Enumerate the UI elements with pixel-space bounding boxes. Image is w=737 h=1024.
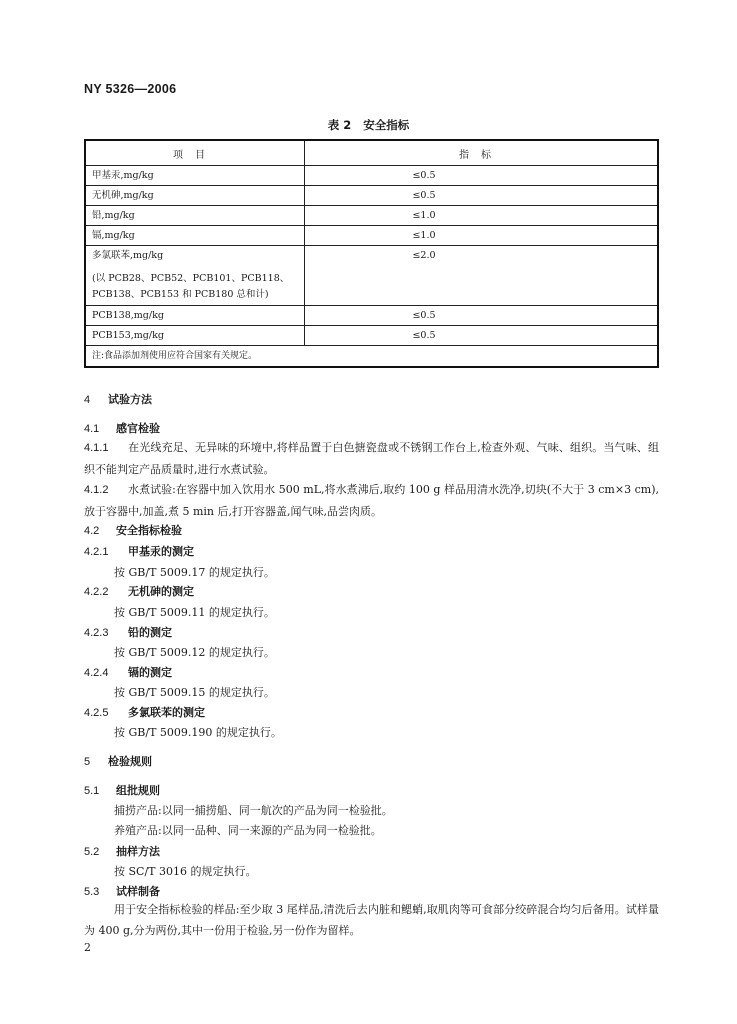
column-header-value: 指标 [305, 140, 659, 166]
table-row [85, 306, 658, 326]
table-header-row [85, 140, 658, 166]
column-header-item: 项目 [85, 140, 305, 166]
section-4-2-3-heading [84, 624, 172, 640]
section-4-2-1-heading [84, 543, 194, 559]
section-number: 5.1 [84, 785, 100, 797]
table-cell-item: 甲基汞,mg/kg [85, 166, 305, 186]
section-number: 4.2.5 [84, 707, 109, 719]
table-cell-item: 镉,mg/kg [85, 226, 305, 246]
table-note: 注:食品添加剂使用应符合国家有关规定。 [85, 346, 658, 368]
section-title: 试样制备 [116, 885, 160, 898]
section-title: 多氯联苯的测定 [128, 706, 205, 719]
section-title: 组批规则 [116, 784, 160, 797]
safety-indicators-table [84, 139, 659, 368]
section-number: 4.2 [84, 525, 100, 537]
section-title: 抽样方法 [116, 845, 160, 858]
section-title: 检验规则 [108, 755, 152, 768]
table-cell-item: 铅,mg/kg [85, 206, 305, 226]
table-caption-number: 表 2 [327, 118, 352, 132]
clause-4-2-1-text: 按 GB/T 5009.17 的规定执行。 [114, 566, 275, 579]
table-row [85, 166, 658, 186]
section-number: 4 [84, 394, 91, 406]
clause-4-2-2-text: 按 GB/T 5009.11 的规定执行。 [114, 606, 275, 619]
section-title: 试验方法 [108, 393, 152, 406]
clause-4-2-5-text: 按 GB/T 5009.190 的规定执行。 [114, 726, 282, 739]
section-4-1-heading [84, 420, 160, 436]
table-row [85, 186, 658, 206]
table-cell-value: ≤0.5 [305, 186, 659, 206]
table-cell-value: ≤2.0 [305, 246, 659, 306]
section-title: 无机砷的测定 [128, 585, 194, 598]
section-title: 安全指标检验 [116, 524, 182, 537]
section-4-2-heading [84, 522, 182, 538]
clause-text: 水煮试验:在容器中加入饮用水 500 mL,将水煮沸后,取约 100 g 样品用清水洗净,切块(不大于 3 cm×3 cm),放于容器中,加盖,煮 5 min 后,打开容器盖,闻气味,品尝肉质。 [84, 483, 659, 518]
section-4-2-5-heading [84, 704, 205, 720]
table-caption [0, 117, 737, 133]
table-cell-value: ≤1.0 [305, 206, 659, 226]
clause-4-1-1 [84, 437, 659, 480]
section-4-2-4-heading [84, 664, 172, 680]
section-4-heading [84, 391, 152, 407]
clause-4-2-3-text: 按 GB/T 5009.12 的规定执行。 [114, 646, 275, 659]
table-cell-value: ≤0.5 [305, 326, 659, 346]
table-cell-item: PCB153,mg/kg [85, 326, 305, 346]
section-number: 5.2 [84, 846, 100, 858]
table-cell-item-multiline [85, 246, 305, 306]
table-caption-title: 安全指标 [363, 118, 410, 132]
clause-4-2-4-text: 按 GB/T 5009.15 的规定执行。 [114, 686, 275, 699]
section-title: 感官检验 [116, 422, 160, 435]
table-cell-value: ≤1.0 [305, 226, 659, 246]
section-5-1-heading [84, 782, 160, 798]
table-row [85, 226, 658, 246]
clause-5-1-text-1: 捕捞产品:以同一捕捞船、同一航次的产品为同一检验批。 [114, 804, 393, 817]
section-5-3-heading [84, 883, 160, 899]
standard-number: NY 5326—2006 [84, 82, 177, 96]
pcb-item-line-2: (以 PCB28、PCB52、PCB101、PCB118、 [92, 273, 290, 284]
clause-number: 4.1.1 [84, 442, 109, 454]
clause-text: 在光线充足、无异味的环境中,将样品置于白色搪瓷盘或不锈钢工作台上,检查外观、气味、组织。当气味、组织不能判定产品质量时,进行水煮试验。 [84, 441, 659, 476]
table-note-row [85, 346, 658, 368]
clause-5-3-text: 用于安全指标检验的样品:至少取 3 尾样品,清洗后去内脏和鳃蛸,取肌肉等可食部分绞碎混合均匀后备用。试样量为 400 g,分为两份,其中一份用于检验,另一份作为留样。 [84, 903, 659, 937]
clause-number: 4.1.2 [84, 484, 109, 496]
section-title: 铅的测定 [128, 626, 172, 639]
section-number: 5.3 [84, 886, 100, 898]
table-cell-item: 无机砷,mg/kg [85, 186, 305, 206]
table-cell-value: ≤0.5 [305, 306, 659, 326]
table-cell-value: ≤0.5 [305, 166, 659, 186]
table-row [85, 206, 658, 226]
section-number: 4.2.4 [84, 667, 109, 679]
page-number: 2 [84, 941, 91, 954]
pcb-item-line-1: 多氯联苯,mg/kg [92, 250, 164, 261]
section-number: 4.2.2 [84, 586, 109, 598]
section-title: 甲基汞的测定 [128, 545, 194, 558]
section-number: 4.1 [84, 423, 100, 435]
table-row [85, 326, 658, 346]
section-5-2-heading [84, 843, 160, 859]
section-title: 镉的测定 [128, 666, 172, 679]
section-number: 4.2.1 [84, 546, 109, 558]
table-row [85, 246, 658, 306]
section-number: 5 [84, 756, 91, 768]
clause-5-1-text-2: 养殖产品:以同一品种、同一来源的产品为同一检验批。 [114, 824, 382, 837]
section-number: 4.2.3 [84, 627, 109, 639]
clause-5-2-text: 按 SC/T 3016 的规定执行。 [114, 865, 257, 878]
section-4-2-2-heading [84, 583, 194, 599]
section-5-heading [84, 753, 152, 769]
table-cell-item: PCB138,mg/kg [85, 306, 305, 326]
pcb-item-line-3: PCB138、PCB153 和 PCB180 总和计) [92, 289, 269, 300]
clause-4-1-2 [84, 479, 659, 522]
